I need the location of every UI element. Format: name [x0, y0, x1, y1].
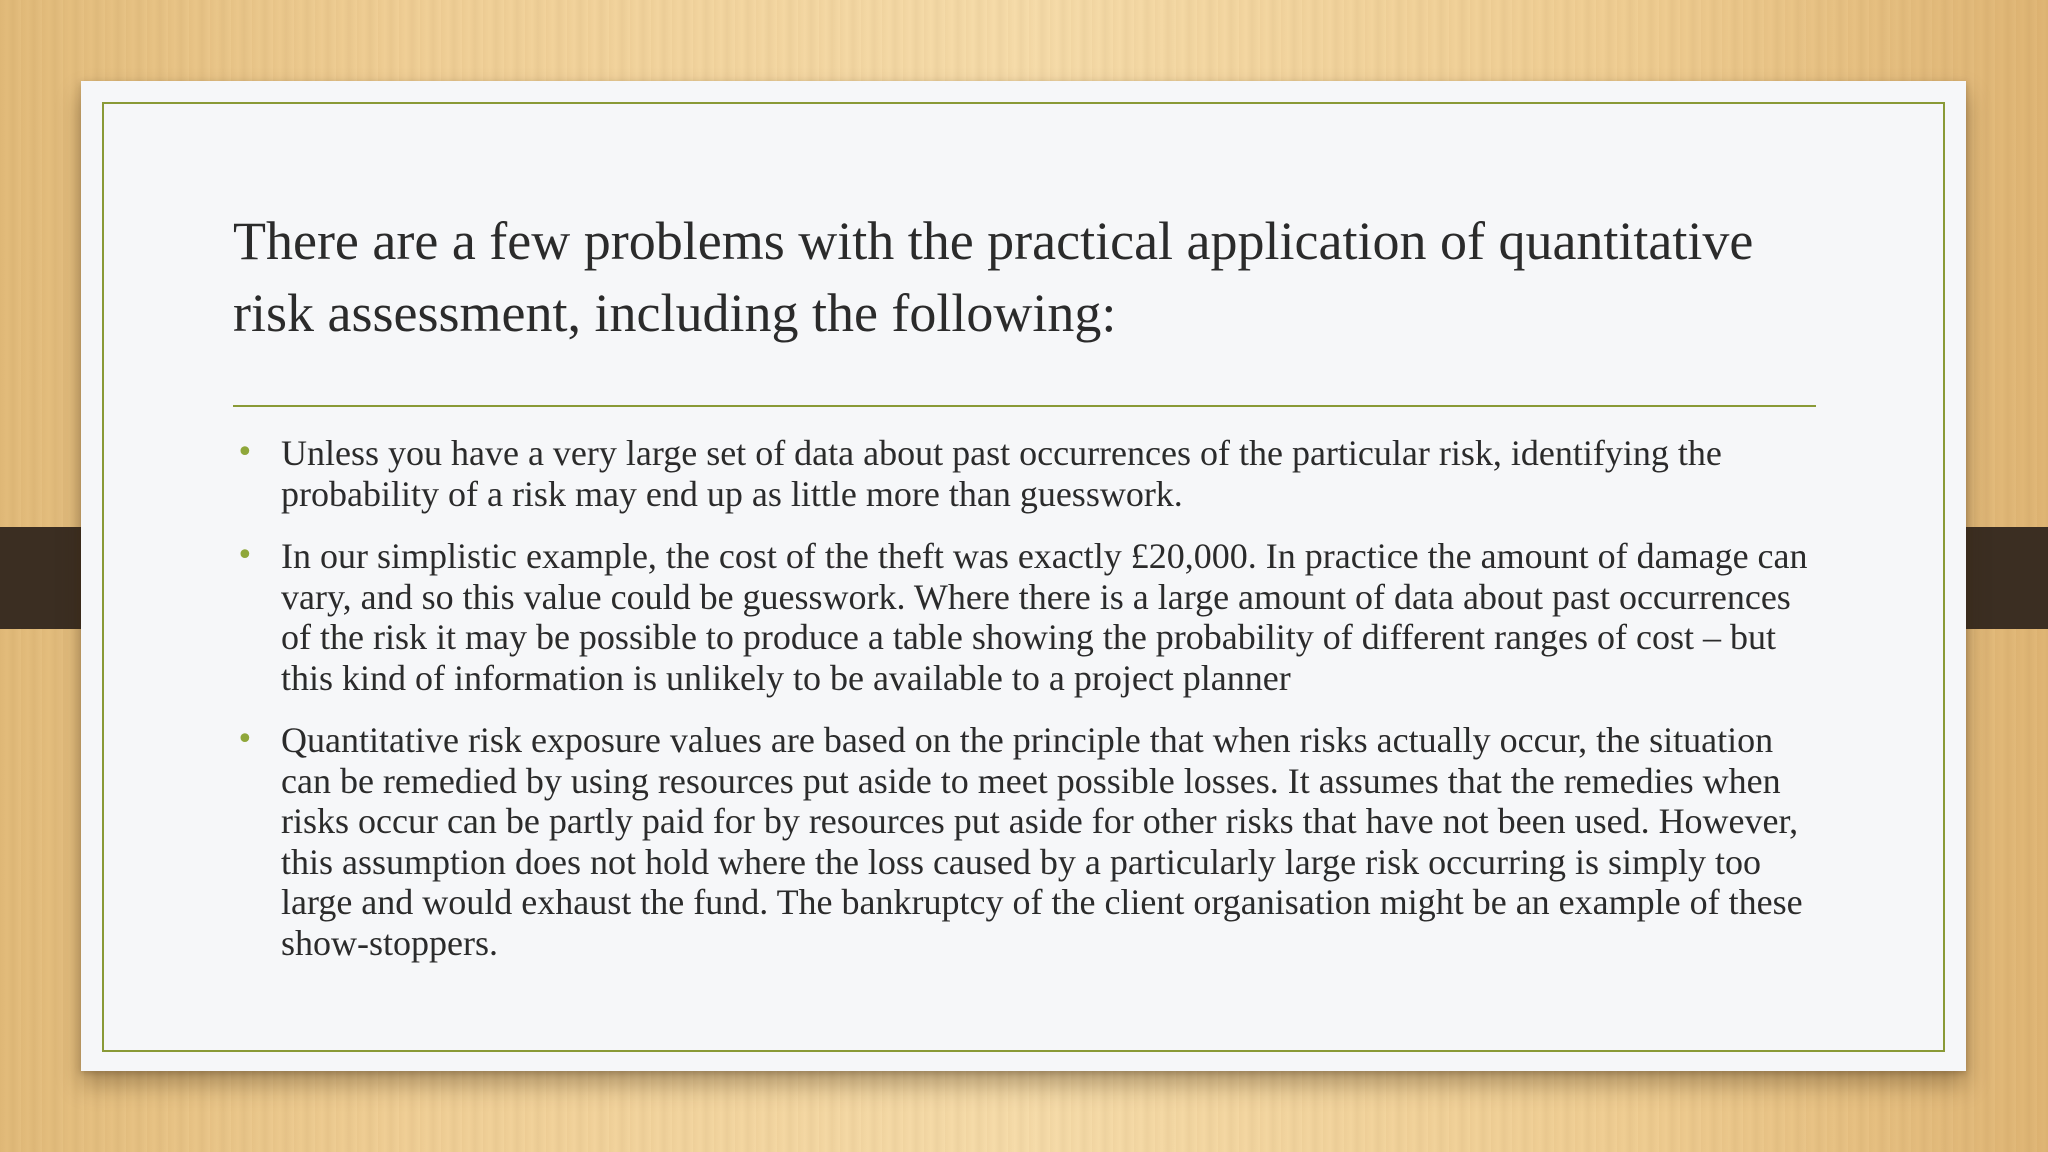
bullet-list: [233, 433, 1813, 985]
slide-title: There are a few problems with the practical application of quantitative risk assessment, including the following:: [233, 211, 1754, 343]
bullet-icon: •: [236, 722, 254, 757]
bullet-icon: •: [236, 538, 254, 573]
bullet-icon: •: [236, 435, 254, 470]
bullet-item: [233, 536, 1813, 698]
bullet-text: In our simplistic example, the cost of the theft was exactly £20,000. In practice the amount of damage can vary, and so this value could be guesswork. Where there is a large amount of data about past occurrences of the risk it may be possible to produce a table showing the probability of different ranges of cost – but this kind of information is unlikely to be available to a project planner: [281, 536, 1808, 698]
bullet-item: [233, 433, 1813, 514]
bullet-text: Unless you have a very large set of data about past occurrences of the particular risk, identifying the probability of a risk may end up as little more than guesswork.: [281, 433, 1722, 514]
bullet-item: [233, 720, 1813, 963]
title-divider: [233, 405, 1816, 407]
bullet-text: Quantitative risk exposure values are based on the principle that when risks actually occur, the situation can be remedied by using resources put aside to meet possible losses. It assumes that the remedies when risks occur can be partly paid for by resources put aside for other risks that have not been used. However, this assumption does not hold where the loss caused by a particularly large risk occurring is simply too large and would exhaust the fund. The bankruptcy of the client organisation might be an example of these show-stoppers.: [281, 720, 1803, 963]
